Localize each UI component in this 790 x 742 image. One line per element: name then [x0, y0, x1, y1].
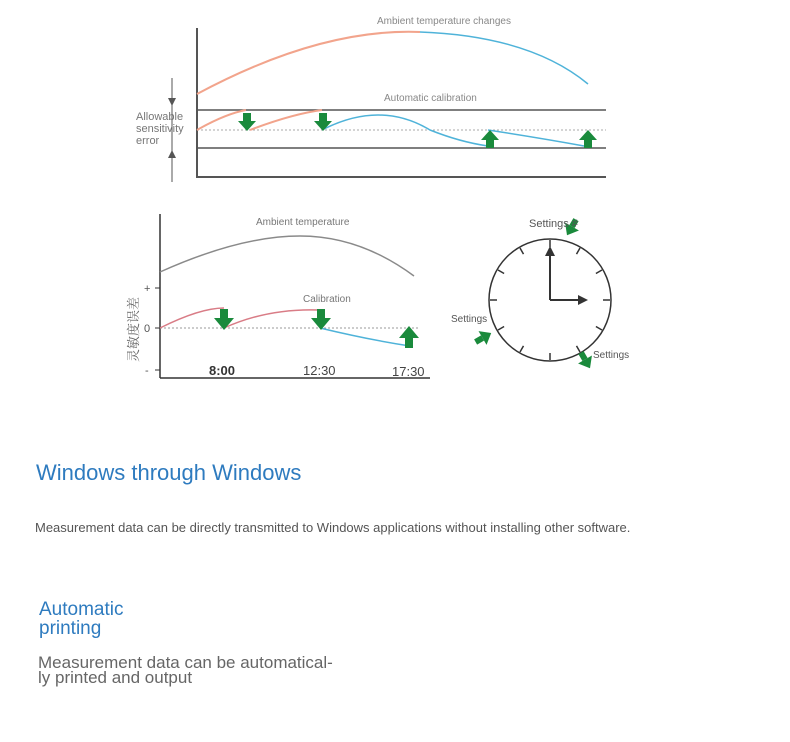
- error-rising-segment-2: [250, 110, 322, 130]
- y-axis-label: 灵敏度误差: [126, 296, 141, 362]
- ambient-temperature-curve: [160, 236, 414, 276]
- clock-tick: [577, 346, 581, 352]
- error-falling-segment: [320, 328, 410, 346]
- ambient-rising-curve: [197, 32, 420, 94]
- calibration-arrow-down-2: [311, 309, 331, 330]
- sensitivity-error-diagram: [0, 0, 790, 200]
- allowable-error-label-line1: Allowable: [136, 111, 184, 123]
- y-tick-label-plus: +: [144, 283, 151, 295]
- calibration-arrow-down-2: [314, 113, 332, 131]
- x-tick-label-0800: 8:00: [209, 363, 236, 378]
- daily-calibration-diagram: [0, 200, 460, 390]
- section-description: Measurement data can be directly transmitted to Windows applications without installing other software.: [35, 520, 631, 535]
- y-tick-label-zero: 0: [144, 323, 151, 335]
- x-tick-label-1730: 17:30: [392, 364, 425, 379]
- clock-settings-label-left: Settings: [451, 314, 488, 325]
- clock-diagram: [440, 200, 660, 390]
- automatic-printing-description-line2: ly printed and output: [38, 668, 193, 687]
- allowable-error-label-line3: error: [136, 135, 160, 147]
- clock-tick: [498, 270, 504, 274]
- clock-tick: [498, 327, 504, 331]
- error-bracket-arrow-up: [168, 150, 176, 158]
- error-rising-segment-1: [197, 110, 246, 130]
- ambient-change-label: Ambient temperature changes: [377, 16, 511, 27]
- clock-settings-label-top: Settings #: [529, 218, 578, 230]
- automatic-printing-heading-line1: Automatic: [39, 599, 124, 620]
- y-tick-label-minus: -: [145, 365, 149, 377]
- automatic-calibration-label: Automatic calibration: [384, 93, 477, 104]
- calibration-label: Calibration: [303, 294, 351, 305]
- automatic-printing-description: [38, 655, 368, 685]
- calibration-arrow-down-1: [214, 309, 234, 330]
- error-final-segment: [488, 130, 584, 146]
- clock-tick: [596, 270, 602, 274]
- allowable-error-label-line2: sensitivity: [136, 123, 184, 135]
- automatic-printing-heading: [39, 600, 159, 638]
- automatic-printing-heading-line2: printing: [39, 618, 102, 639]
- minute-hand-arrowhead: [545, 246, 555, 256]
- hour-hand-arrowhead: [578, 295, 588, 305]
- ambient-falling-curve: [420, 32, 588, 84]
- clock-tick: [577, 248, 581, 254]
- x-tick-label-1230: 12:30: [303, 363, 336, 378]
- error-bracket-arrow-down: [168, 98, 176, 106]
- error-rising-segment-2: [224, 310, 320, 328]
- settings-arrow-left: [472, 326, 496, 349]
- automatic-printing-description-line1: Measurement data can be automatical-: [38, 653, 333, 672]
- clock-tick: [520, 248, 524, 254]
- clock-tick: [520, 346, 524, 352]
- clock-settings-label-right: Settings: [593, 350, 630, 361]
- section-heading: Windows through Windows: [36, 460, 302, 485]
- clock-tick: [596, 327, 602, 331]
- ambient-temperature-label: Ambient temperature: [256, 217, 350, 228]
